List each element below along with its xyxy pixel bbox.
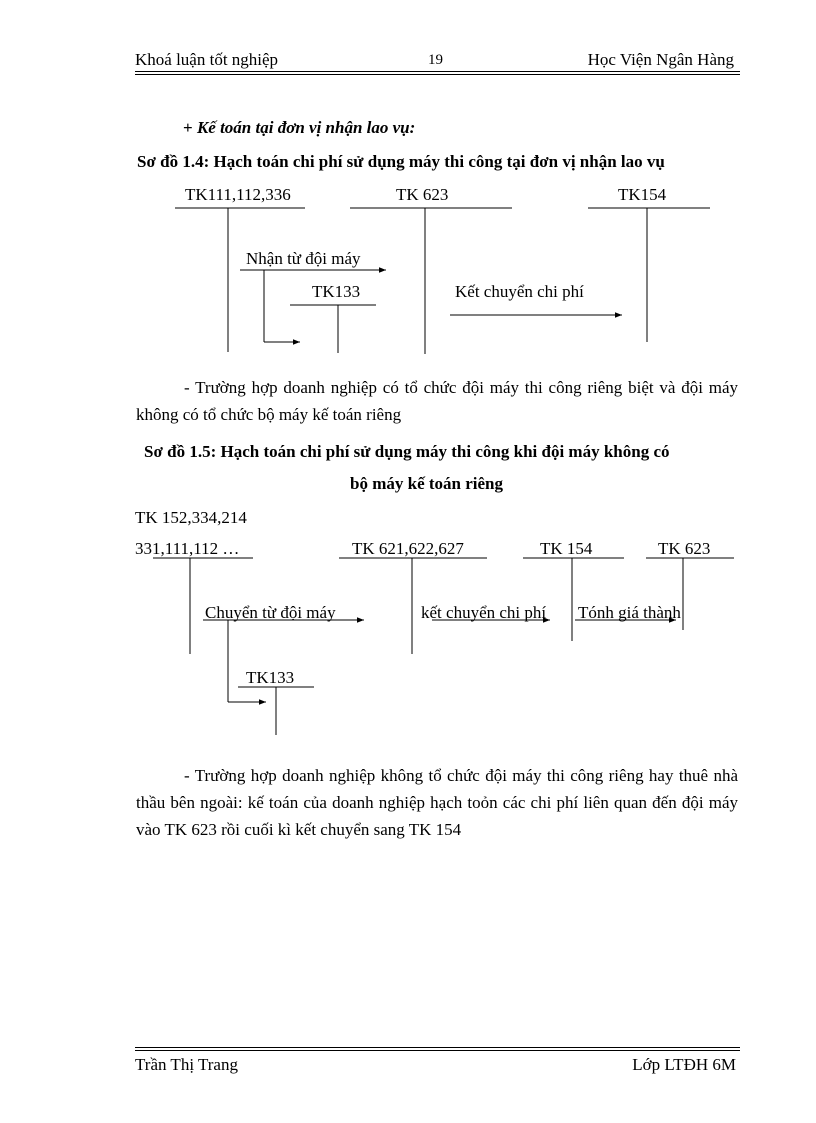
d14-account-tk623: TK 623: [396, 185, 449, 204]
d14-account-tk111: TK111,112,336: [185, 185, 291, 204]
d15-label-tinh-gia-thanh: Tónh giá thành: [578, 603, 681, 622]
diagram-1-5-title-line2: bộ máy kế toán riêng: [350, 474, 503, 493]
paragraph-2: [136, 762, 738, 843]
d14-label-nhan-tu-doi-may: Nhận từ đội máy: [246, 249, 361, 268]
header-rule-top: [135, 71, 740, 72]
paragraph-1-text: - Trường hợp doanh nghiệp có tổ chức đội máy thi công riêng biệt và đội máy không có tổ chức bộ máy kế toán riêng: [136, 378, 738, 424]
d14-label-ket-chuyen-chi-phi: Kết chuyển chi phí: [455, 282, 584, 301]
d15-account-tk154: TK 154: [540, 539, 593, 558]
section-heading-prefix: +: [183, 118, 197, 137]
d15-label-ket-chuyen-chi-phi: kết chuyển chi phí: [421, 603, 547, 622]
d14-account-tk133: TK133: [312, 282, 361, 301]
header-rule-bottom: [135, 74, 740, 75]
footer-right-text: Lớp LTĐH 6M: [632, 1055, 736, 1074]
paragraph-2-text: - Trường hợp doanh nghiệp không tổ chức đội máy thi công riêng hay thuê nhà thầu bên ngoài: kế toán của doanh nghiệp hạch toỏn các chi phí liên quan đến đội máy vào TK 623 rồi cuối kì kết chuyển sang TK 154: [136, 766, 738, 839]
d15-label-chuyen-tu-doi-may: Chuyển từ đội máy: [205, 603, 336, 622]
d15-account-tk623: TK 623: [658, 539, 711, 558]
footer-left-text: Trần Thị Trang: [135, 1055, 238, 1074]
header-right-text: Học Viện Ngân Hàng: [587, 50, 734, 69]
paragraph-1: [136, 374, 738, 428]
section-heading: [183, 118, 415, 138]
d15-account-tk152: TK 152,334,214: [135, 508, 247, 527]
diagram-1-5-title-line1: Sơ đồ 1.5: Hạch toán chi phí sử dụng máy thi công khi đội máy không có: [144, 442, 670, 461]
section-heading-text: Kế toán tại đơn vị nhận lao vụ:: [196, 118, 416, 137]
footer-rule-top: [135, 1047, 740, 1048]
header-left-text: Khoá luận tốt nghiệp: [135, 50, 279, 69]
footer-rule-bottom: [135, 1050, 740, 1051]
d15-account-tk331: 331,111,112 …: [135, 539, 240, 558]
d14-account-tk154: TK154: [618, 185, 667, 204]
d15-account-tk133: TK133: [246, 668, 295, 687]
d15-account-tk621: TK 621,622,627: [352, 539, 464, 558]
diagram-1-4-title: Sơ đồ 1.4: Hạch toán chi phí sử dụng máy thi công tại đơn vị nhận lao vụ: [137, 152, 665, 171]
page-number: 19: [428, 52, 443, 68]
